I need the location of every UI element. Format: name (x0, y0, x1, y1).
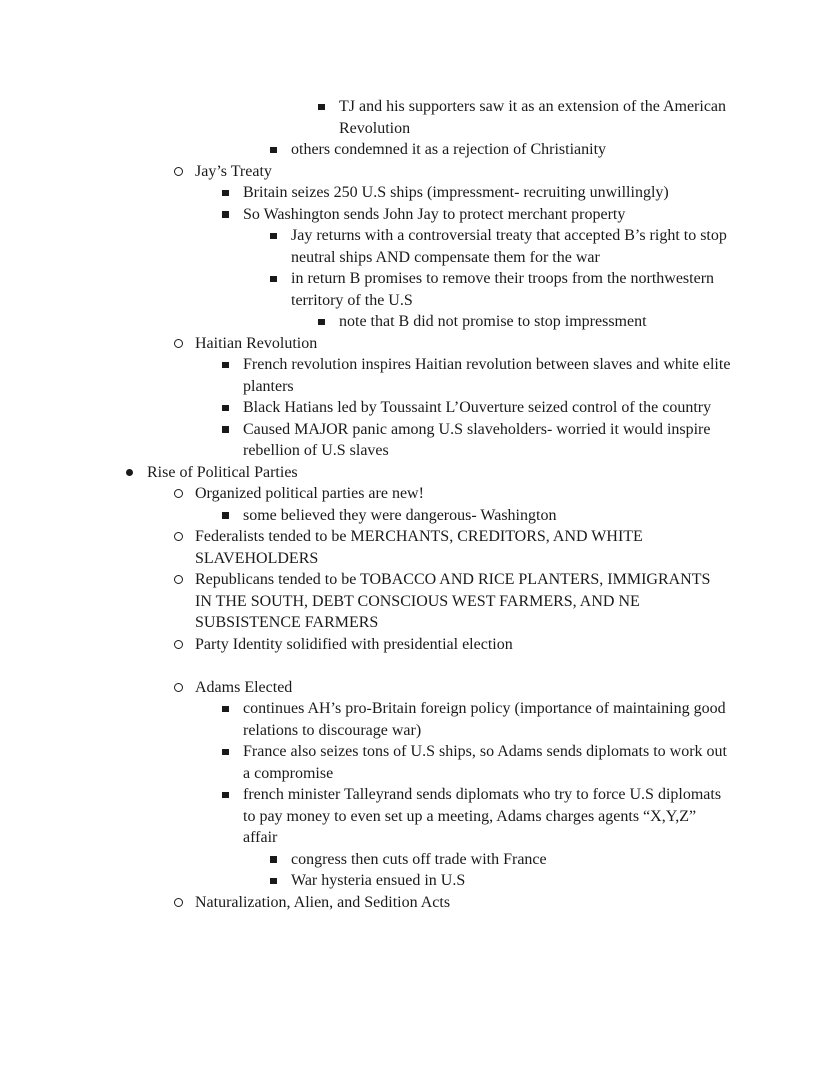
list-item-text: continues AH’s pro-Britain foreign policy (importance of maintaining good relations to discourage war) (243, 700, 726, 739)
bullet-square-icon (222, 182, 243, 204)
list-item-text: Black Hatians led by Toussaint L’Ouverture seized control of the country (243, 399, 712, 416)
list-item (0, 161, 731, 183)
list-item-text: War hysteria ensued in U.S (291, 872, 466, 889)
bullet-square-icon (222, 505, 243, 527)
bullet-circle-icon (174, 161, 195, 183)
list-item (0, 870, 731, 892)
bullet-square-icon (222, 419, 243, 441)
list-item-text: Jay’s Treaty (195, 162, 272, 180)
list-item-text: Organized political parties are new! (195, 485, 424, 502)
list-item (0, 333, 731, 355)
list-item-text: France also seizes tons of U.S ships, so Adams sends diplomats to work out a compromise (243, 743, 727, 782)
list-item (0, 462, 731, 484)
list-item (0, 225, 731, 268)
list-item (0, 354, 731, 397)
bullet-square-icon (222, 741, 243, 763)
list-item (0, 849, 731, 871)
bullet-square-icon (270, 139, 291, 161)
bullet-list (0, 96, 731, 913)
list-item-text: Party Identity solidified with presidential election (195, 635, 513, 653)
list-item (0, 892, 731, 914)
bullet-square-icon (318, 311, 339, 333)
list-item-text: Adams Elected (195, 678, 293, 696)
list-item (0, 784, 731, 849)
list-item-text: Jay returns with a controversial treaty that accepted B’s right to stop neutral ships AND compensate them for the war (291, 227, 727, 266)
list-item (0, 419, 731, 462)
bullet-circle-icon (174, 333, 195, 355)
bullet-circle-icon (174, 892, 195, 914)
list-item (0, 96, 731, 139)
list-item (0, 634, 731, 656)
bullet-square-icon (222, 204, 243, 226)
list-item-text: Federalists tended to be MERCHANTS, CREDITORS, AND WHITE SLAVEHOLDERS (195, 528, 643, 567)
list-item-text: in return B promises to remove their troops from the northwestern territory of the U.S (291, 270, 715, 309)
list-item (0, 182, 731, 204)
list-item-text: some believed they were dangerous- Washington (243, 506, 557, 524)
list-item (0, 698, 731, 741)
bullet-circle-icon (174, 677, 195, 699)
bullet-square-icon (222, 397, 243, 419)
list-item-text: Britain seizes 250 U.S ships (impressment- recruiting unwillingly) (243, 184, 669, 201)
list-item (0, 741, 731, 784)
bullet-square-icon (222, 784, 243, 806)
bullet-square-icon (318, 96, 339, 118)
list-item (0, 569, 731, 634)
bullet-square-icon (270, 870, 291, 892)
list-item (0, 139, 731, 161)
list-item (0, 311, 731, 333)
bullet-circle-icon (174, 483, 195, 505)
bullet-circle-icon (174, 526, 195, 548)
list-item-text: french minister Talleyrand sends diplomats who try to force U.S diplomats to pay money to even set up a meeting, Adams charges agents “X,Y,Z” affair (243, 786, 722, 846)
list-item (0, 526, 731, 569)
list-item (0, 677, 731, 699)
bullet-square-icon (222, 354, 243, 376)
list-item-text: French revolution inspires Haitian revolution between slaves and white elite planters (243, 356, 731, 395)
list-item-text: Naturalization, Alien, and Sedition Acts (195, 893, 451, 911)
list-item (0, 483, 731, 505)
list-item (0, 268, 731, 311)
list-item-text: Rise of Political Parties (147, 463, 298, 481)
list-item-text: Republicans tended to be TOBACCO AND RICE PLANTERS, IMMIGRANTS IN THE SOUTH, DEBT CONSCIOUS WEST FARMERS, AND NE SUBSISTENCE FARMERS (195, 571, 711, 631)
list-item-text: Haitian Revolution (195, 334, 318, 352)
list-item-text: congress then cuts off trade with France (291, 850, 547, 868)
list-item-text: TJ and his supporters saw it as an extension of the American Revolution (339, 98, 727, 137)
bullet-square-icon (270, 849, 291, 871)
list-item-text: others condemned it as a rejection of Christianity (291, 141, 607, 158)
bullet-spacer (174, 655, 195, 677)
list-item (0, 505, 731, 527)
bullet-square-icon (270, 225, 291, 247)
bullet-disc-icon (126, 462, 147, 484)
list-item (0, 204, 731, 226)
list-item (0, 397, 731, 419)
list-item-text: Caused MAJOR panic among U.S slaveholders- worried it would inspire rebellion of U.S slaves (243, 420, 711, 459)
bullet-square-icon (270, 268, 291, 290)
bullet-circle-icon (174, 569, 195, 591)
bullet-circle-icon (174, 634, 195, 656)
list-item-text: So Washington sends John Jay to protect merchant property (243, 205, 626, 223)
list-item-text: note that B did not promise to stop impressment (339, 313, 647, 330)
bullet-square-icon (222, 698, 243, 720)
list-item (0, 655, 731, 677)
